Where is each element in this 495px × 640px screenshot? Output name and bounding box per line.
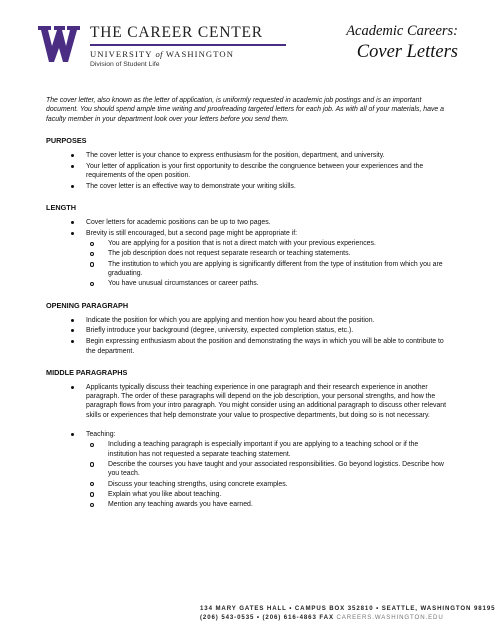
- section-heading-middle: MIDDLE PARAGRAPHS: [46, 367, 128, 377]
- footer-phone: (206) 543-0535 • (206) 616-4863 FAX: [200, 613, 334, 621]
- list-item: Indicate the position for which you are applying and mention how you heard about the position.: [46, 316, 448, 325]
- purposes-list: [46, 151, 448, 191]
- sub-list-item: Describe the courses you have taught and your associated responsibilities. Go beyond logistics. Describe how you teach.: [86, 460, 448, 479]
- list-item: Your letter of application is your first opportunity to describe the congruence between your experiences and the requirements of the open position.: [46, 162, 448, 181]
- list-item: Applicants typically discuss their teaching experience in one paragraph and their research experience in another paragraph. The order of these paragraphs will depend on the job description, your personal strengths, and how the paragraph flows from your intro paragraph. You might consider using an additional paragraph to discuss other relevant skills or experiences that help demonstrate your value to prospective departments, but doing so is not necessary.: [46, 383, 448, 420]
- list-item: Begin expressing enthusiasm about the position and demonstrating the ways in which you will be able to contribute to the department.: [46, 337, 448, 356]
- sub-list-item: The job description does not request separate research or teaching statements.: [86, 249, 448, 258]
- document-body: [46, 96, 448, 521]
- middle-list: [46, 383, 448, 510]
- brand-title: THE CAREER CENTER: [90, 24, 263, 41]
- list-item: Teaching: Including a teaching paragraph is especially important if you are applying to a teaching school or if the institution has not requested a separate teaching statement. Describe the courses you have taught and your associated responsibilities. Go beyond logistics. Describe how you teach. Discuss your teaching strengths, using concrete examples. Explain what you like about teaching. Mention any teaching awards you have earned.: [46, 430, 448, 509]
- opening-list: [46, 316, 448, 356]
- intro-paragraph: The cover letter, also known as the letter of application, is uniformly requested in academic job postings and is an important document. You should spend ample time writing and proofreading targeted letters for each job. As with all of your materials, have a faculty member in your department look over your letters before you send them.: [46, 97, 444, 123]
- sub-list-item: Mention any teaching awards you have earned.: [86, 500, 448, 509]
- footer-website: CAREERS.WASHINGTON.EDU: [336, 613, 444, 621]
- sub-list-item: You are applying for a position that is not a direct match with your previous experiences.: [86, 239, 448, 248]
- document-title-line2: Cover Letters: [356, 42, 458, 62]
- sub-list-item: Discuss your teaching strengths, using concrete examples.: [86, 480, 448, 489]
- sub-list-item: Including a teaching paragraph is especially important if you are applying to a teaching school or if the institution has not requested a separate teaching statement.: [86, 440, 448, 459]
- university-name: UNIVERSITY of WASHINGTON: [90, 49, 235, 59]
- sub-list-item: You have unusual circumstances or career paths.: [86, 279, 448, 288]
- sub-list-item: The institution to which you are applying is significantly different from the type of institution from which you are graduating.: [86, 260, 448, 279]
- brand-divider: [90, 44, 286, 46]
- list-item: The cover letter is your chance to express enthusiasm for the position, department, and university.: [46, 151, 448, 160]
- section-heading-opening: OPENING PARAGRAPH: [46, 300, 129, 310]
- section-heading-length: LENGTH: [46, 203, 76, 213]
- page-header: [38, 16, 458, 76]
- document-title-line1: Academic Careers:: [346, 23, 458, 39]
- length-list: [46, 218, 448, 289]
- length-sublist: [86, 239, 448, 288]
- uw-w-logo-icon: [38, 22, 80, 64]
- page-footer: [200, 605, 495, 622]
- sub-list-item: Explain what you like about teaching.: [86, 490, 448, 499]
- teaching-sublist: [86, 440, 448, 509]
- footer-address: 134 MARY GATES HALL • CAMPUS BOX 352810 • SEATTLE, WASHINGTON 98195: [200, 605, 495, 612]
- section-heading-purposes: PURPOSES: [46, 135, 87, 145]
- list-item: Brevity is still encouraged, but a second page might be appropriate if: You are applying for a position that is not a direct match with your previous experiences. The job description does not request separate research or teaching statements. The institution to which you are applying is significantly different from the type of institution from which you are graduating. You have unusual circumstances or career paths.: [46, 229, 448, 289]
- division-name: Division of Student Life: [90, 61, 160, 68]
- list-item: The cover letter is an effective way to demonstrate your writing skills.: [46, 182, 448, 191]
- brand-block: [90, 24, 286, 70]
- list-item: Briefly introduce your background (degree, university, expected completion status, etc.).: [46, 326, 448, 335]
- list-item: Cover letters for academic positions can be up to two pages.: [46, 218, 448, 227]
- document-title: [346, 22, 458, 64]
